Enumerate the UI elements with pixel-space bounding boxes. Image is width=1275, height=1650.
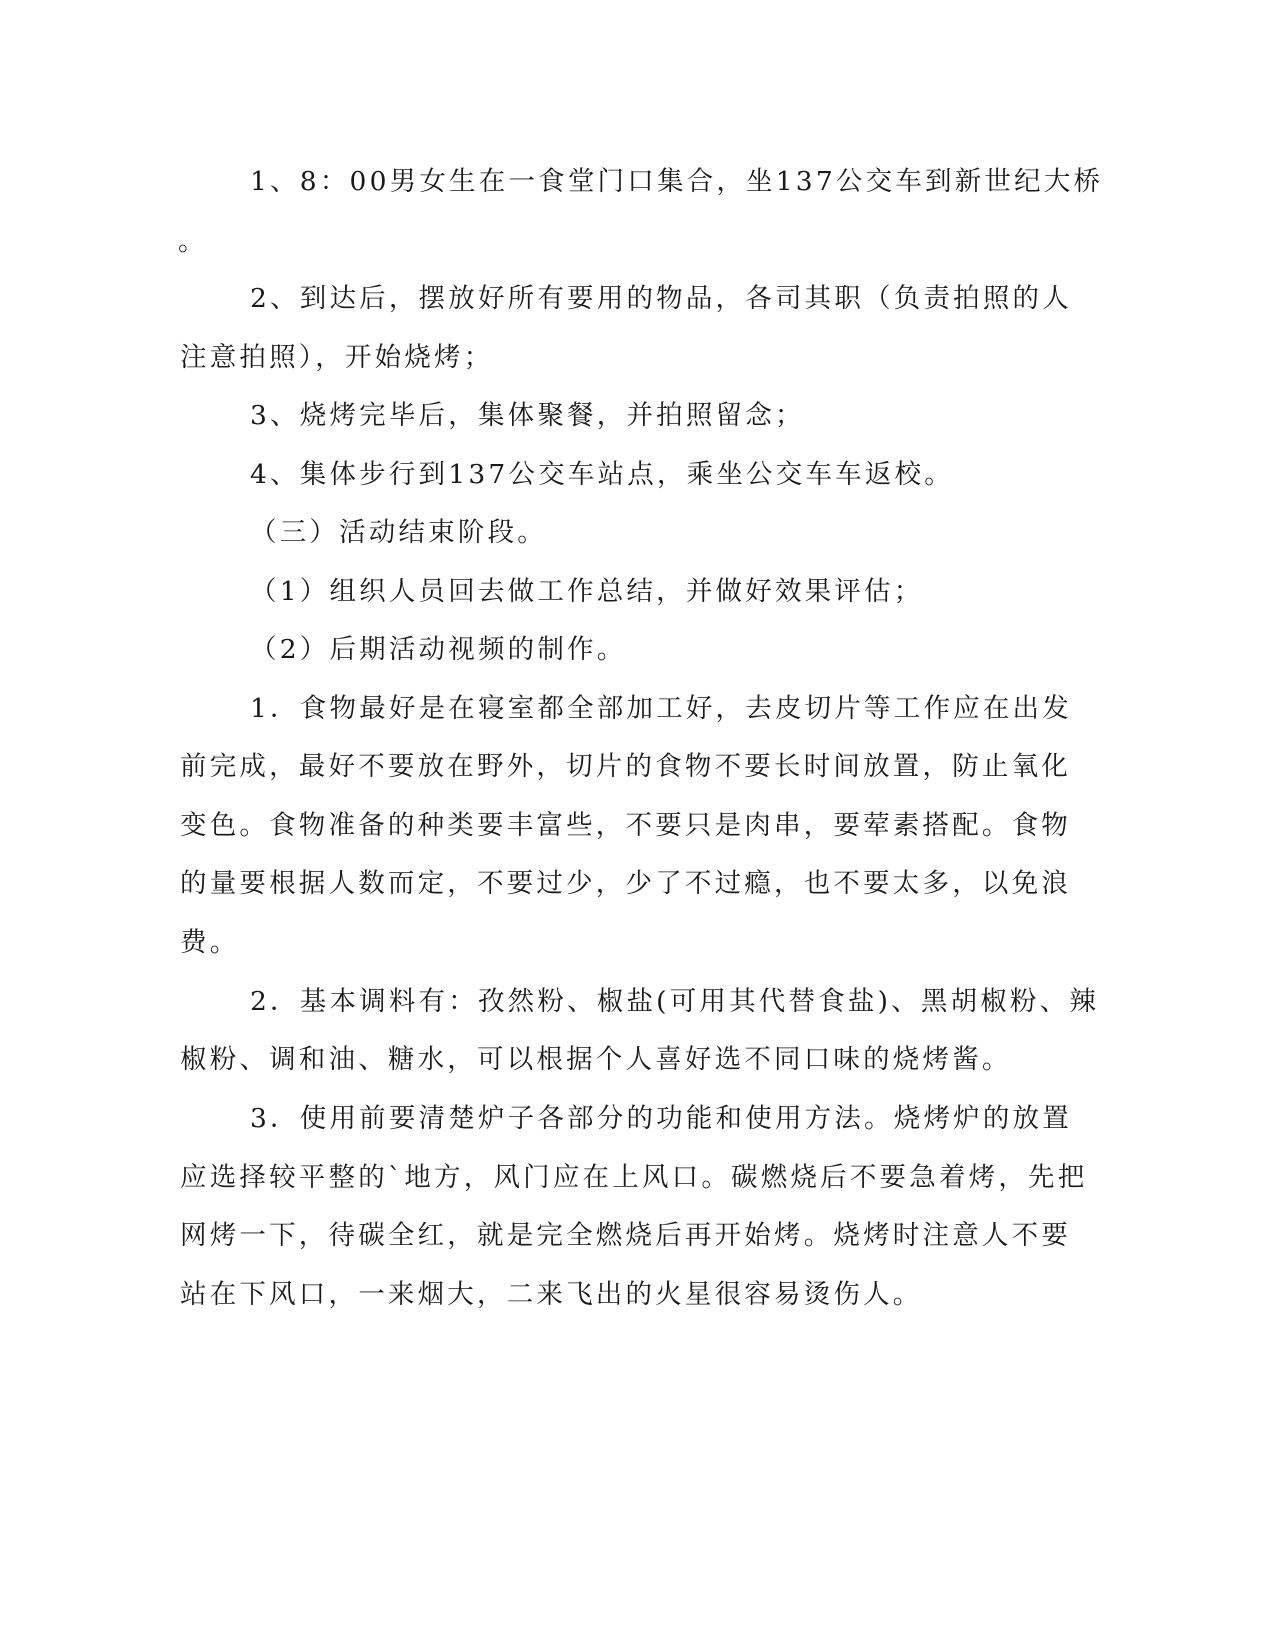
text-line: 。 <box>178 226 208 257</box>
text-line: （1）组织人员回去做工作总结，并做好效果评估； <box>250 576 924 607</box>
text-line: 3、烧烤完毕后，集体聚餐，并拍照留念； <box>250 400 805 431</box>
text-line: 网烤一下，待碳全红，就是完全燃烧后再开始烤。烧烤时注意人不要 <box>180 1220 1071 1251</box>
text-line: （2）后期活动视频的制作。 <box>250 634 627 665</box>
text-line: 前完成，最好不要放在野外，切片的食物不要长时间放置，防止氧化 <box>180 751 1071 782</box>
text-line: 1、8：00男女生在一食堂门口集合，坐137公交车到新世纪大桥 <box>250 166 1104 197</box>
text-line: 4、集体步行到137公交车站点，乘坐公交车车返校。 <box>250 459 954 490</box>
text-line: （三）活动结束阶段。 <box>250 517 547 548</box>
text-line: 的量要根据人数而定，不要过少，少了不过瘾，也不要太多，以免浪 <box>180 868 1071 899</box>
text-line: 椒粉、调和油、糖水，可以根据个人喜好选不同口味的烧烤酱。 <box>180 1044 1012 1075</box>
text-line: 2．基本调料有：孜然粉、椒盐(可用其代替食盐)、黑胡椒粉、辣 <box>250 986 1100 1017</box>
text-line: 应选择较平整的`地方，风门应在上风口。碳燃烧后不要急着烤，先把 <box>180 1162 1088 1193</box>
text-line: 1．食物最好是在寝室都全部加工好，去皮切片等工作应在出发 <box>250 693 1072 724</box>
text-line: 2、到达后，摆放好所有要用的物品，各司其职（负责拍照的人 <box>250 283 1072 314</box>
text-line: 变色。食物准备的种类要丰富些，不要只是肉串，要荤素搭配。食物 <box>180 810 1071 841</box>
text-line: 3．使用前要清楚炉子各部分的功能和使用方法。烧烤炉的放置 <box>250 1103 1072 1134</box>
text-line: 站在下风口，一来烟大，二来飞出的火星很容易烫伤人。 <box>180 1279 923 1310</box>
text-line: 注意拍照），开始烧烤； <box>180 342 494 373</box>
text-line: 费。 <box>180 927 240 958</box>
